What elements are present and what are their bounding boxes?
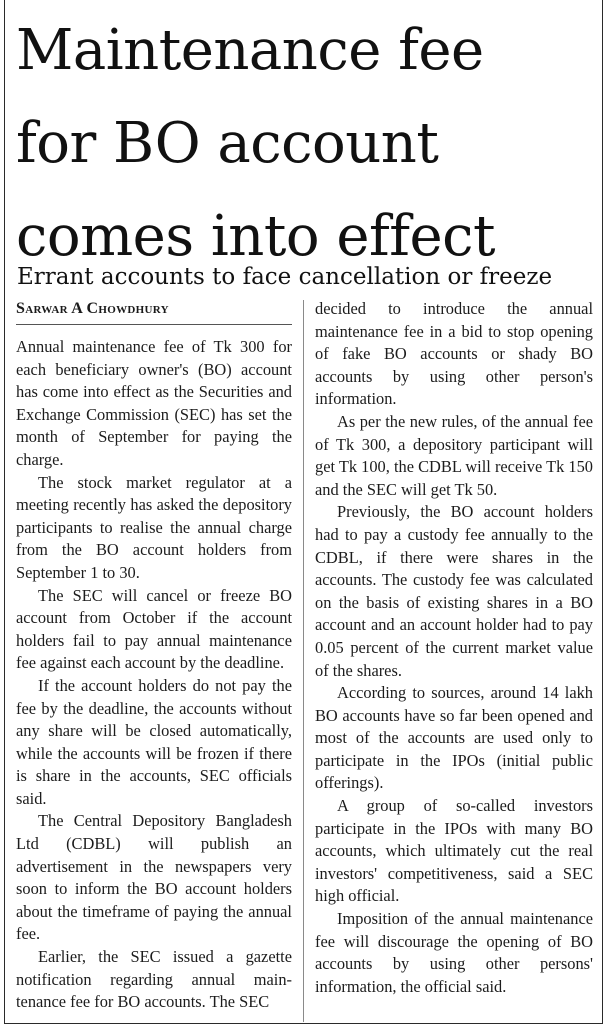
paragraph: The Central Depository Bangladesh Ltd (CDBL) will publish an advertisement in the newspapers very soon to inform the BO account holders about the timeframe of paying the annual fee. xyxy=(16,811,292,944)
byline: Sarwar A Chowdhury xyxy=(16,300,169,317)
subheadline: Errant accounts to face cancellation or freeze xyxy=(17,264,553,290)
headline-line: for BO account xyxy=(16,111,439,176)
paragraph: Annual maintenance fee of Tk 300 for each beneficiary owner's (BO) account has come into effect as the Securities and Exchange Commission (SEC) has set the month of September for paying the charge. xyxy=(16,337,292,469)
paragraph: If the account holders do not pay the fee by the deadline, the accounts without any share will be closed automatically, while the accounts will be frozen if there is share in the accounts, SEC officials said. xyxy=(16,675,292,808)
page-border-bottom xyxy=(4,1023,603,1024)
article-column-left xyxy=(16,336,292,1014)
column-divider xyxy=(303,300,304,1022)
byline-rule xyxy=(16,324,292,325)
paragraph: A group of so-called investors participate in the IPOs with many BO accounts, which ultimately cut the real investors' competitiveness, said a SEC high official. xyxy=(315,796,593,906)
headline xyxy=(16,4,495,283)
paragraph: Earlier, the SEC issued a gazette notification regarding annual maintenance fee for BO accounts. The SEC xyxy=(16,947,292,1012)
paragraph: As per the new rules, of the annual fee of Tk 300, a depository participant will get Tk 100, the CDBL will receive Tk 150 and the SEC will get Tk 50. xyxy=(315,411,593,499)
paragraph: Previously, the BO account holders had to pay a custody fee annually to the CDBL, if there were shares in the accounts. The custody fee was calculated on the basis of existing shares in a BO account and an account holder had to pay 0.05 percent of the current market value of the shares. xyxy=(315,502,593,680)
page-border-left xyxy=(4,0,5,1024)
headline-line: comes into effect xyxy=(16,204,495,269)
paragraph: The SEC will cancel or freeze BO account from October if the account holders fail to pay annual maintenance fee against each account by the deadline. xyxy=(16,585,292,673)
article-column-right xyxy=(315,298,593,998)
paragraph: Imposition of the annual maintenance fee will discourage the opening of BO accounts by using other persons' information, the official said. xyxy=(315,909,593,996)
headline-line: Maintenance fee xyxy=(16,18,484,83)
paragraph: The stock market regulator at a meeting recently has asked the depository participants to realise the annual charge from the BO account holders from September 1 to 30. xyxy=(16,472,292,582)
paragraph: According to sources, around 14 lakh BO accounts have so far been opened and most of the accounts are used only to participate in the IPOs (initial public offerings). xyxy=(315,683,593,793)
paragraph: decided to introduce the annual maintenance fee in a bid to stop opening of fake BO accounts or shady BO accounts by using other person's information. xyxy=(315,299,593,409)
page-border-right xyxy=(602,0,603,1024)
